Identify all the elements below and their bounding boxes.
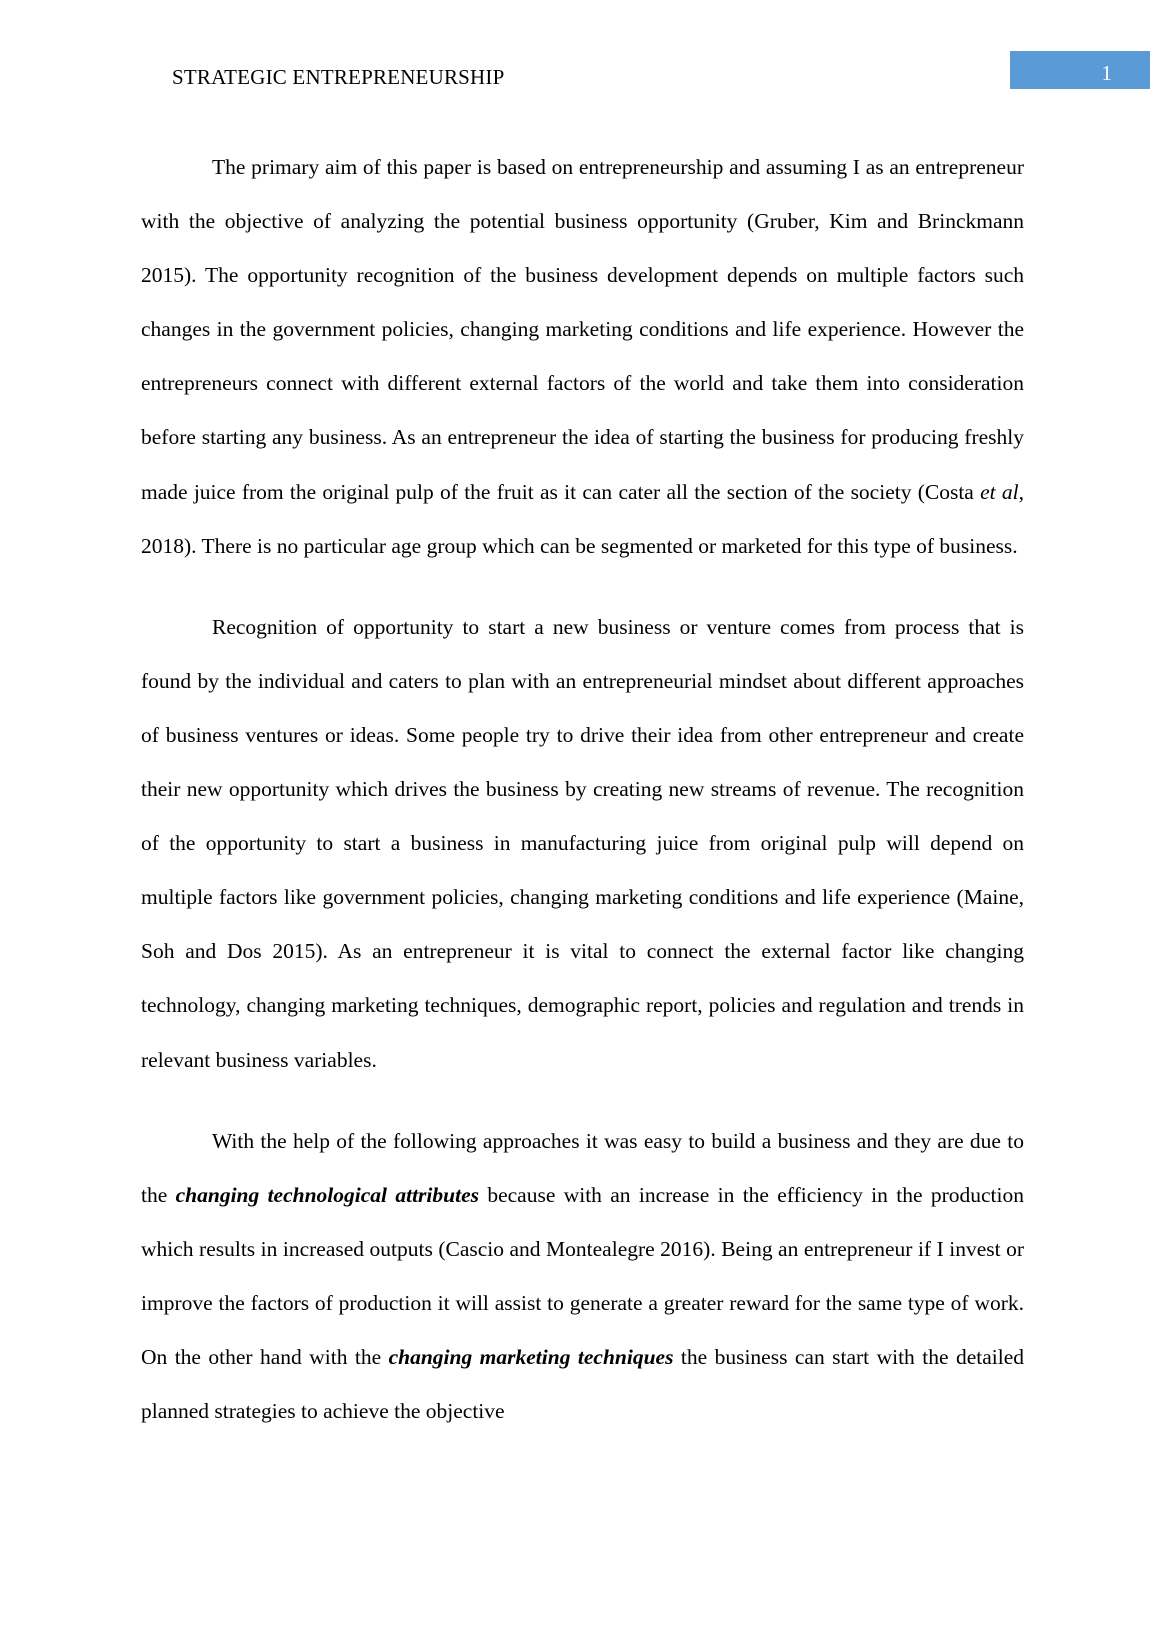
paragraph-3-text-a: With the help of the following approaches it was easy to build a business and they are due to the <box>141 1128 1024 1207</box>
paragraph-1-text-b: , 2018). There is no particular age group which can be segmented or marketed for this type of business. <box>141 479 1024 558</box>
paragraph-2-text: Recognition of opportunity to start a new business or venture comes from process that is found by the individual and caters to plan with an entrepreneurial mindset about different approaches of business ventures or ideas. Some people try to drive their idea from other entrepreneur and create their new opportunity which drives the business by creating new streams of revenue. The recognition of the opportunity to start a business in manufacturing juice from original pulp will depend on multiple factors like government policies, changing marketing conditions and life experience (Maine, Soh and Dos 2015). As an entrepreneur it is vital to connect the external factor like changing technology, changing marketing techniques, demographic report, policies and regulation and trends in relevant business variables. <box>141 614 1024 1072</box>
page-number-box <box>1010 51 1150 89</box>
page-number: 1 <box>1101 61 1112 85</box>
paragraph-3-text-b: because with an increase in the efficiency in the production which results in increased outputs (Cascio and Montealegre 2016). Being an entrepreneur if I invest or improve the factors of production it will assist to generate a greater reward for the same type of work. On the other hand with the <box>141 1182 1024 1369</box>
paragraph-2 <box>141 600 1024 1087</box>
paragraph-3-emphasis-marketing-techniques: changing marketing techniques <box>388 1344 674 1369</box>
body-text <box>141 140 1024 1465</box>
paragraph-1-citation-et-al: et al <box>980 479 1019 504</box>
paragraph-3 <box>141 1114 1024 1439</box>
paragraph-1-text-a: The primary aim of this paper is based on entrepreneurship and assuming I as an entrepreneur with the objective of analyzing the potential business opportunity (Gruber, Kim and Brinckmann 2015). The opportunity recognition of the business development depends on multiple factors such changes in the government policies, changing marketing conditions and life experience. However the entrepreneurs connect with different external factors of the world and take them into consideration before starting any business. As an entrepreneur the idea of starting the business for producing freshly made juice from the original pulp of the fruit as it can cater all the section of the society (Costa <box>141 155 1024 504</box>
paragraph-3-text-c: the business can start with the detailed planned strategies to achieve the objective <box>141 1344 1024 1424</box>
running-head-title: STRATEGIC ENTREPRENEURSHIP <box>172 65 505 89</box>
paragraph-3-emphasis-technological-attributes: changing technological attributes <box>175 1182 479 1207</box>
paragraph-1 <box>141 140 1024 573</box>
